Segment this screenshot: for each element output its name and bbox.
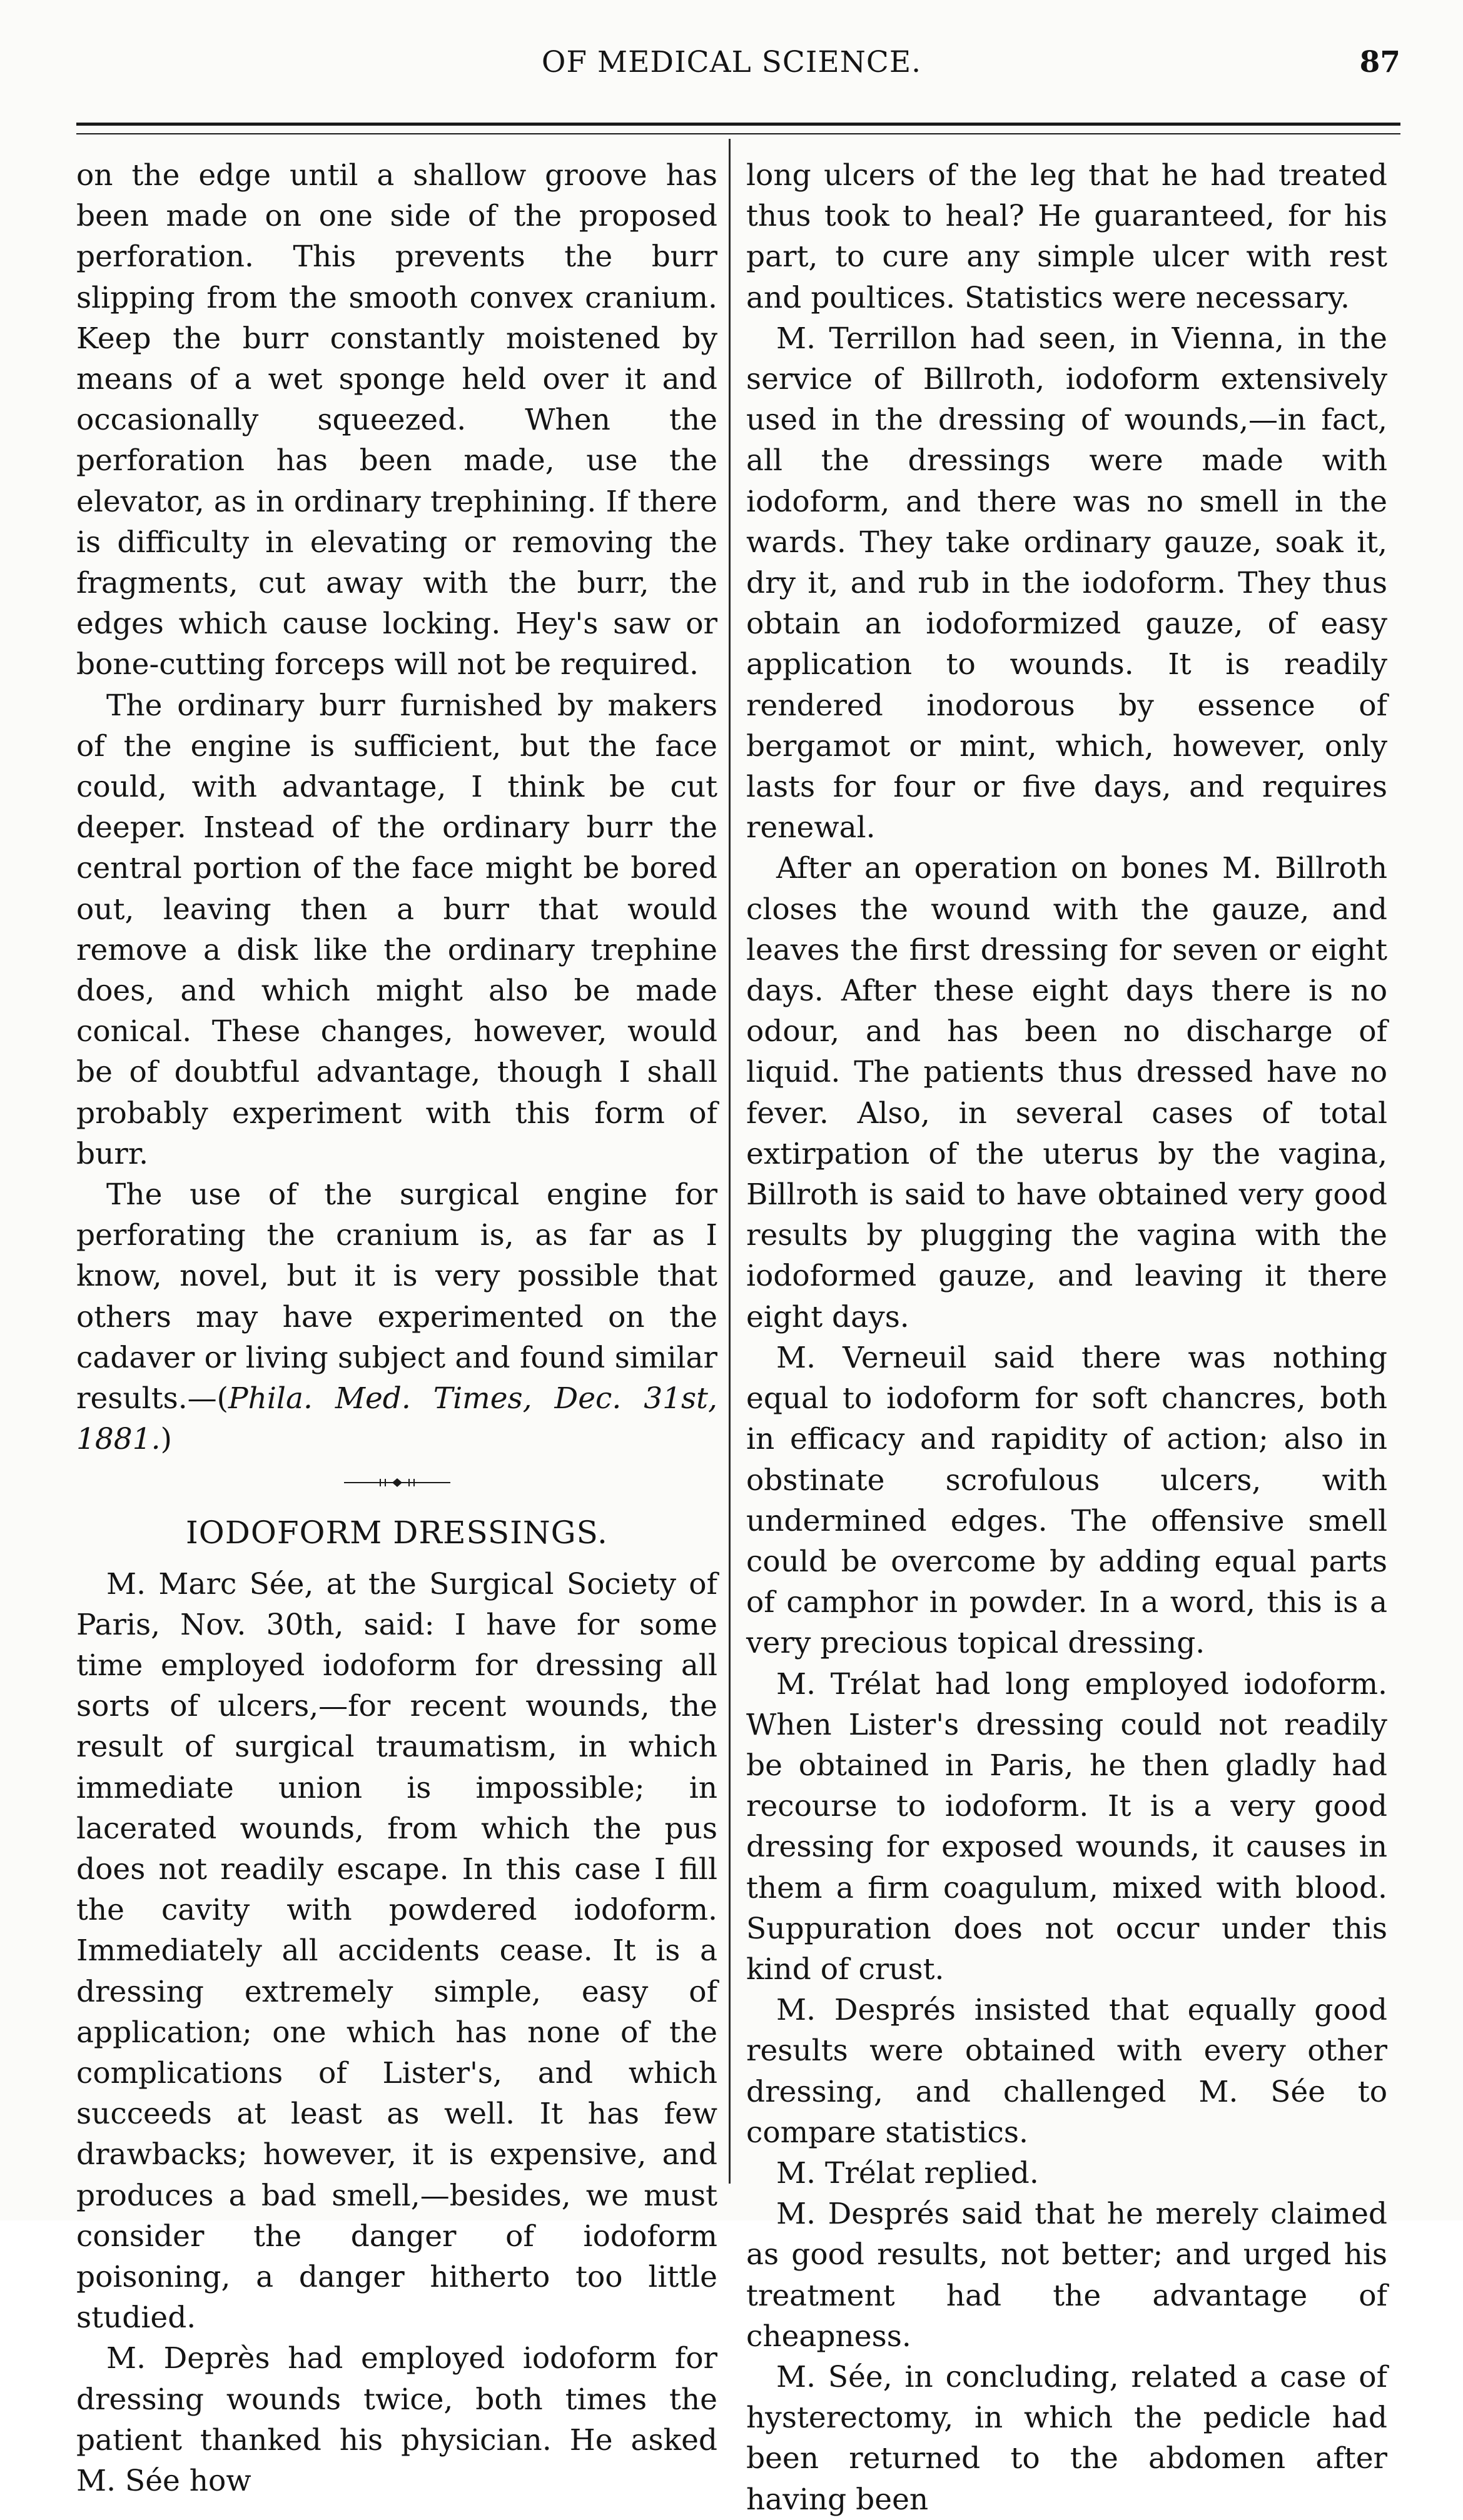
right-column bbox=[746, 155, 1387, 2517]
running-head bbox=[0, 45, 1463, 95]
paragraph-text: The use of the surgical engine for perforating the cranium is, as far as I know, novel, but it is very possible that others may have experimented on the cadaver or living subject and found similar results.—( bbox=[76, 1177, 717, 1416]
paragraph: M. Després said that he merely claimed as good results, not better; and urged his treatment had the advantage of cheapness. bbox=[746, 2197, 1387, 2354]
paragraph: M. Verneuil said there was nothing equal to iodoform for soft chancres, both in efficacy and rapidity of action; also in obstinate scrofulous ulcers, with undermined edges. The offensive smell could be overcome by adding equal parts of camphor in powder. In a word, this is a very precious topical dressing. bbox=[746, 1340, 1387, 1661]
running-title: OF MEDICAL SCIENCE. bbox=[541, 45, 922, 79]
article-heading: IODOFORM DRESSINGS. bbox=[186, 1514, 608, 1551]
paragraph bbox=[76, 1174, 717, 1459]
left-column bbox=[76, 155, 717, 2498]
paragraph: M. Marc Sée, at the Surgical Society of Paris, Nov. 30th, said: I have for some time employed iodoform for dressing all sorts of ulcers,—for recent wounds, the result of surgical traumatism, in which immediate union is impossible; in lacerated wounds, from which the pus does not readily escape. In this case I fill the cavity with powdered iodoform. Immediately all accidents cease. It is a dressing extremely simple, easy of application; one which has none of the complications of Lister's, and which succeeds at least as well. It has few drawbacks; however, it is expensive, and produces a bad smell,—besides, we must consider the danger of iodoform poisoning, a danger hitherto too little studied. bbox=[76, 1566, 717, 2336]
paragraph: The ordinary burr furnished by makers of the engine is sufficient, but the face could, with advantage, I think be cut deeper. Instead of the ordinary burr the central portion of the face might be bored out, leaving then a burr that would remove a disk like the ordinary trephine does, and which might also be made conical. These changes, however, would be of doubtful advantage, though I shall probably experiment with this form of burr. bbox=[76, 688, 717, 1171]
paragraph: M. Trélat had long employed iodoform. When Lister's dressing could not readily be obtained in Paris, he then gladly had recourse to iodoform. It is a very good dressing for exposed wounds, it causes in them a firm coagulum, mixed with blood. Suppuration does not occur under this kind of crust. bbox=[746, 1666, 1387, 1987]
paragraph: M. Deprès had employed iodoform for dressing wounds twice, both times the patient thanked his physician. He asked M. Sée how bbox=[76, 2341, 717, 2498]
section-ornament bbox=[76, 1460, 717, 1505]
header-rule-thick bbox=[76, 123, 1400, 126]
ornament-rule-icon bbox=[344, 1476, 450, 1489]
citation-close: ) bbox=[160, 1422, 172, 1457]
paragraph: M. Terrillon had seen, in Vienna, in the service of Billroth, iodoform extensively used in the dressing of wounds,—in fact, all the dressings were made with iodoform, and there was no smell in the wards. They take ordinary gauze, soak it, dry it, and rub in the iodoform. They thus obtain an iodoformized gauze, of easy application to wounds. It is readily rendered inodorous by essence of bergamot or mint, which, however, only lasts for four or five days, and requires renewal. bbox=[746, 321, 1387, 845]
page-number: 87 bbox=[1359, 45, 1400, 79]
paragraph: long ulcers of the leg that he had treated thus took to heal? He guaranteed, for his part, to cure any simple ulcer with rest and poultices. Statistics were necessary. bbox=[746, 158, 1387, 315]
paragraph: M. Després insisted that equally good results were obtained with every other dressing, and challenged M. Sée to compare statistics. bbox=[746, 1993, 1387, 2150]
citation: Phila. Med. Times, Dec. 31st, 1881. bbox=[76, 1381, 717, 1457]
paragraph: M. Trélat replied. bbox=[776, 2155, 1039, 2190]
paragraph: After an operation on bones M. Billroth closes the wound with the gauze, and leaves the first dressing for seven or eight days. After these eight days there is no odour, and has been no discharge of liquid. The patients thus dressed have no fever. Also, in several cases of total extirpation of the uterus by the vagina, Billroth is said to have obtained very good results by plugging the vagina with the iodoformed gauze, and leaving it there eight days. bbox=[746, 851, 1387, 1334]
paragraph: M. Sée, in concluding, related a case of hysterectomy, in which the pedicle had been returned to the abdomen after having been bbox=[746, 2359, 1387, 2517]
paragraph: on the edge until a shallow groove has been made on one side of the proposed perforation. This prevents the burr slipping from the smooth convex cranium. Keep the burr constantly moistened by means of a wet sponge held over it and occasionally squeezed. When the perforation has been made, use the elevator, as in ordinary trephining. If there is difficulty in elevating or removing the fragments, cut away with the burr, the edges which cause locking. Hey's saw or bone-cutting forceps will not be required. bbox=[76, 158, 717, 682]
column-divider bbox=[729, 139, 731, 2184]
header-rule-thin bbox=[76, 133, 1400, 134]
